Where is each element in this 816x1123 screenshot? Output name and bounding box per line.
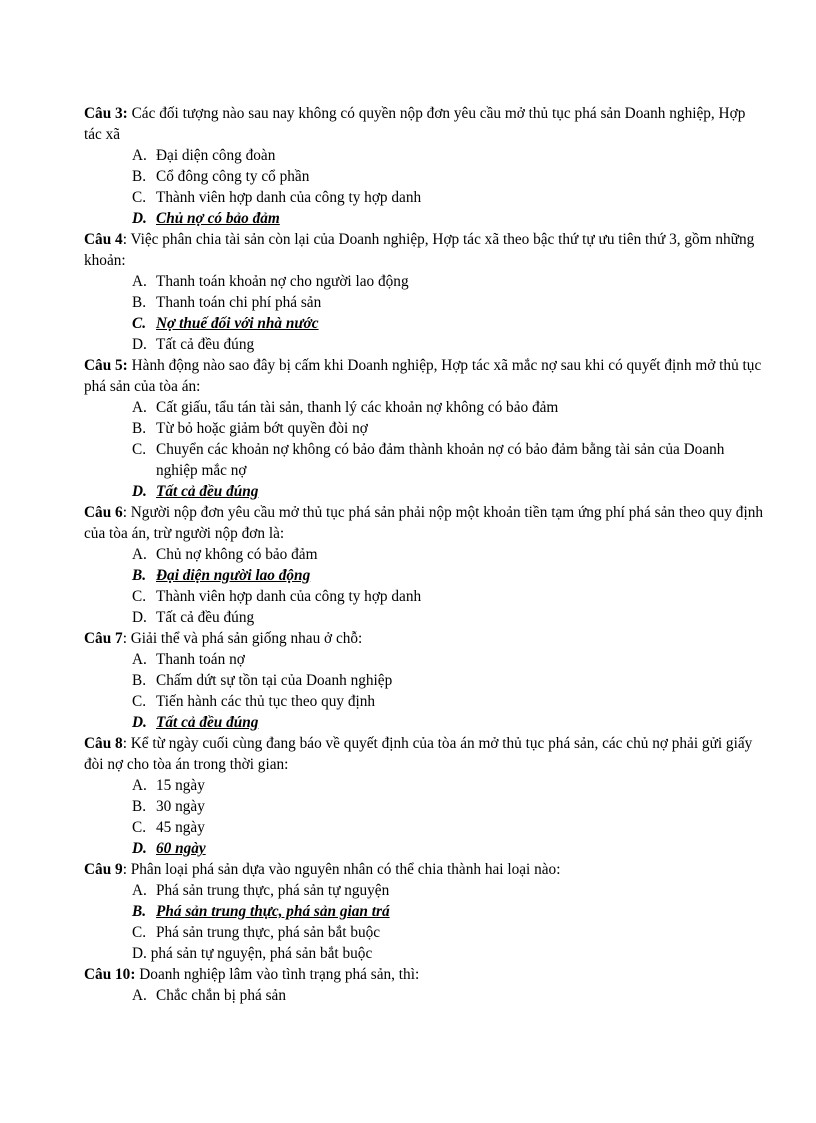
option-text: Phá sản trung thực, phá sản bắt buộc — [156, 924, 381, 941]
option-c — [132, 586, 764, 607]
option-text: Chấm dứt sự tồn tại của Doanh nghiệp — [156, 672, 393, 689]
option-letter: A. — [132, 546, 147, 563]
option-letter: C. — [132, 924, 147, 941]
option-b — [132, 796, 764, 817]
question-8 — [84, 733, 764, 775]
option-d — [132, 943, 764, 964]
option-text: Tiến hành các thủ tục theo quy định — [156, 693, 376, 710]
option-letter: C. — [132, 189, 147, 206]
question-5 — [84, 355, 764, 397]
option-c — [132, 187, 764, 208]
option-b — [132, 166, 764, 187]
option-letter: D. — [132, 714, 147, 731]
question-text: : Người nộp đơn yêu cầu mở thủ tục phá sản phải nộp một khoản tiền tạm ứng phí phá sản theo quy định của tòa án, trừ người nộp đơn là: — [84, 504, 763, 542]
question-text: : Phân loại phá sản dựa vào nguyên nhân có thể chia thành hai loại nào: — [122, 861, 561, 878]
option-text: Chủ nợ có bảo đảm — [156, 210, 280, 227]
question-label: Câu 8 — [84, 735, 123, 752]
option-letter: B. — [132, 420, 147, 437]
question-6 — [84, 502, 764, 544]
option-a — [132, 544, 764, 565]
option-text: Chuyển các khoản nợ không có bảo đảm thành khoản nợ có bảo đảm bằng tài sản của Doanh nghiệp mắc nợ — [156, 441, 725, 479]
option-letter: B. — [132, 294, 147, 311]
option-text: 30 ngày — [156, 798, 205, 815]
option-b-correct-answer — [132, 565, 764, 586]
option-letter: A. — [132, 987, 147, 1004]
option-text: Chắc chắn bị phá sản — [156, 987, 286, 1004]
option-text: D. phá sản tự nguyện, phá sản bắt buộc — [132, 945, 373, 962]
option-text: Phá sản trung thực, phá sản gian trá — [156, 903, 390, 920]
option-a — [132, 397, 764, 418]
option-c — [132, 817, 764, 838]
option-d-correct-answer — [132, 208, 764, 229]
option-c — [132, 439, 764, 481]
question-text: : Giải thể và phá sản giống nhau ở chỗ: — [122, 630, 363, 647]
question-3 — [84, 103, 764, 145]
option-text: Cất giấu, tẩu tán tài sản, thanh lý các khoản nợ không có bảo đảm — [156, 399, 559, 416]
option-letter: A. — [132, 651, 147, 668]
question-text: Hành động nào sao đây bị cấm khi Doanh nghiệp, Hợp tác xã mắc nợ sau khi có quyết định mở thủ tục phá sản của tòa án: — [84, 357, 762, 395]
option-letter: D. — [132, 840, 147, 857]
option-d — [132, 334, 764, 355]
option-letter: A. — [132, 777, 147, 794]
question-text: Doanh nghiệp lâm vào tình trạng phá sản, thì: — [135, 966, 420, 983]
option-a — [132, 649, 764, 670]
option-letter: A. — [132, 147, 147, 164]
option-letter: D. — [132, 483, 147, 500]
option-letter: B. — [132, 567, 147, 584]
option-text: Đại diện người lao động — [156, 567, 311, 584]
option-text: Tất cả đều đúng — [156, 336, 255, 353]
option-letter: A. — [132, 399, 147, 416]
option-text: Chủ nợ không có bảo đảm — [156, 546, 318, 563]
option-letter: C. — [132, 819, 147, 836]
option-letter: B. — [132, 903, 147, 920]
option-letter: C. — [132, 315, 147, 332]
option-letter: C. — [132, 693, 147, 710]
option-text: 45 ngày — [156, 819, 205, 836]
question-text: Các đối tượng nào sau nay không có quyền nộp đơn yêu cầu mở thủ tục phá sản Doanh nghiệp, Hợp tác xã — [84, 105, 746, 143]
option-b — [132, 418, 764, 439]
option-b — [132, 292, 764, 313]
question-text: : Việc phân chia tài sản còn lại của Doanh nghiệp, Hợp tác xã theo bậc thứ tự ưu tiên thứ 3, gồm những khoản: — [84, 231, 755, 269]
question-label: Câu 7 — [84, 630, 123, 647]
option-text: Tất cả đều đúng — [156, 609, 255, 626]
option-letter: D. — [132, 336, 147, 353]
question-label: Câu 9 — [84, 861, 123, 878]
option-letter: B. — [132, 672, 147, 689]
option-c — [132, 922, 764, 943]
option-d-correct-answer — [132, 481, 764, 502]
option-text: Từ bỏ hoặc giảm bớt quyền đòi nợ — [156, 420, 368, 437]
option-text: Tất cả đều đúng — [156, 483, 259, 500]
option-letter: D. — [132, 609, 147, 626]
option-letter: C. — [132, 441, 147, 458]
question-7 — [84, 628, 764, 649]
option-a — [132, 145, 764, 166]
option-text: Thanh toán chi phí phá sản — [156, 294, 322, 311]
question-label: Câu 3: — [84, 105, 128, 122]
option-d — [132, 607, 764, 628]
option-b — [132, 670, 764, 691]
option-text: 60 ngày — [156, 840, 206, 857]
option-text: Đại diện công đoàn — [156, 147, 276, 164]
question-9 — [84, 859, 764, 880]
question-label: Câu 4 — [84, 231, 123, 248]
option-letter: C. — [132, 588, 147, 605]
option-text: 15 ngày — [156, 777, 205, 794]
option-text: Thành viên hợp danh của công ty hợp danh — [156, 588, 422, 605]
question-4 — [84, 229, 764, 271]
option-a — [132, 880, 764, 901]
option-c-correct-answer — [132, 313, 764, 334]
option-text: Thành viên hợp danh của công ty hợp danh — [156, 189, 422, 206]
option-a — [132, 271, 764, 292]
question-label: Câu 6 — [84, 504, 123, 521]
option-text: Tất cả đều đúng — [156, 714, 259, 731]
option-c — [132, 691, 764, 712]
question-list — [84, 103, 764, 1006]
option-letter: A. — [132, 882, 147, 899]
option-letter: D. — [132, 210, 147, 227]
question-text: : Kể từ ngày cuối cùng đang báo về quyết định của tòa án mở thủ tục phá sản, các chủ nợ phải gửi giấy đòi nợ cho tòa án trong thời gian: — [84, 735, 753, 773]
option-letter: A. — [132, 273, 147, 290]
option-d-correct-answer — [132, 838, 764, 859]
option-text: Nợ thuế đối với nhà nước — [156, 315, 319, 332]
question-10 — [84, 964, 764, 985]
option-text: Phá sản trung thực, phá sản tự nguyện — [156, 882, 390, 899]
option-b-correct-answer — [132, 901, 764, 922]
option-d-correct-answer — [132, 712, 764, 733]
option-a — [132, 775, 764, 796]
option-letter: B. — [132, 168, 147, 185]
option-text: Thanh toán nợ — [156, 651, 245, 668]
question-label: Câu 10: — [84, 966, 136, 983]
option-a — [132, 985, 764, 1006]
option-letter: B. — [132, 798, 147, 815]
question-label: Câu 5: — [84, 357, 128, 374]
option-text: Thanh toán khoản nợ cho người lao động — [156, 273, 409, 290]
option-text: Cổ đông công ty cổ phần — [156, 168, 310, 185]
